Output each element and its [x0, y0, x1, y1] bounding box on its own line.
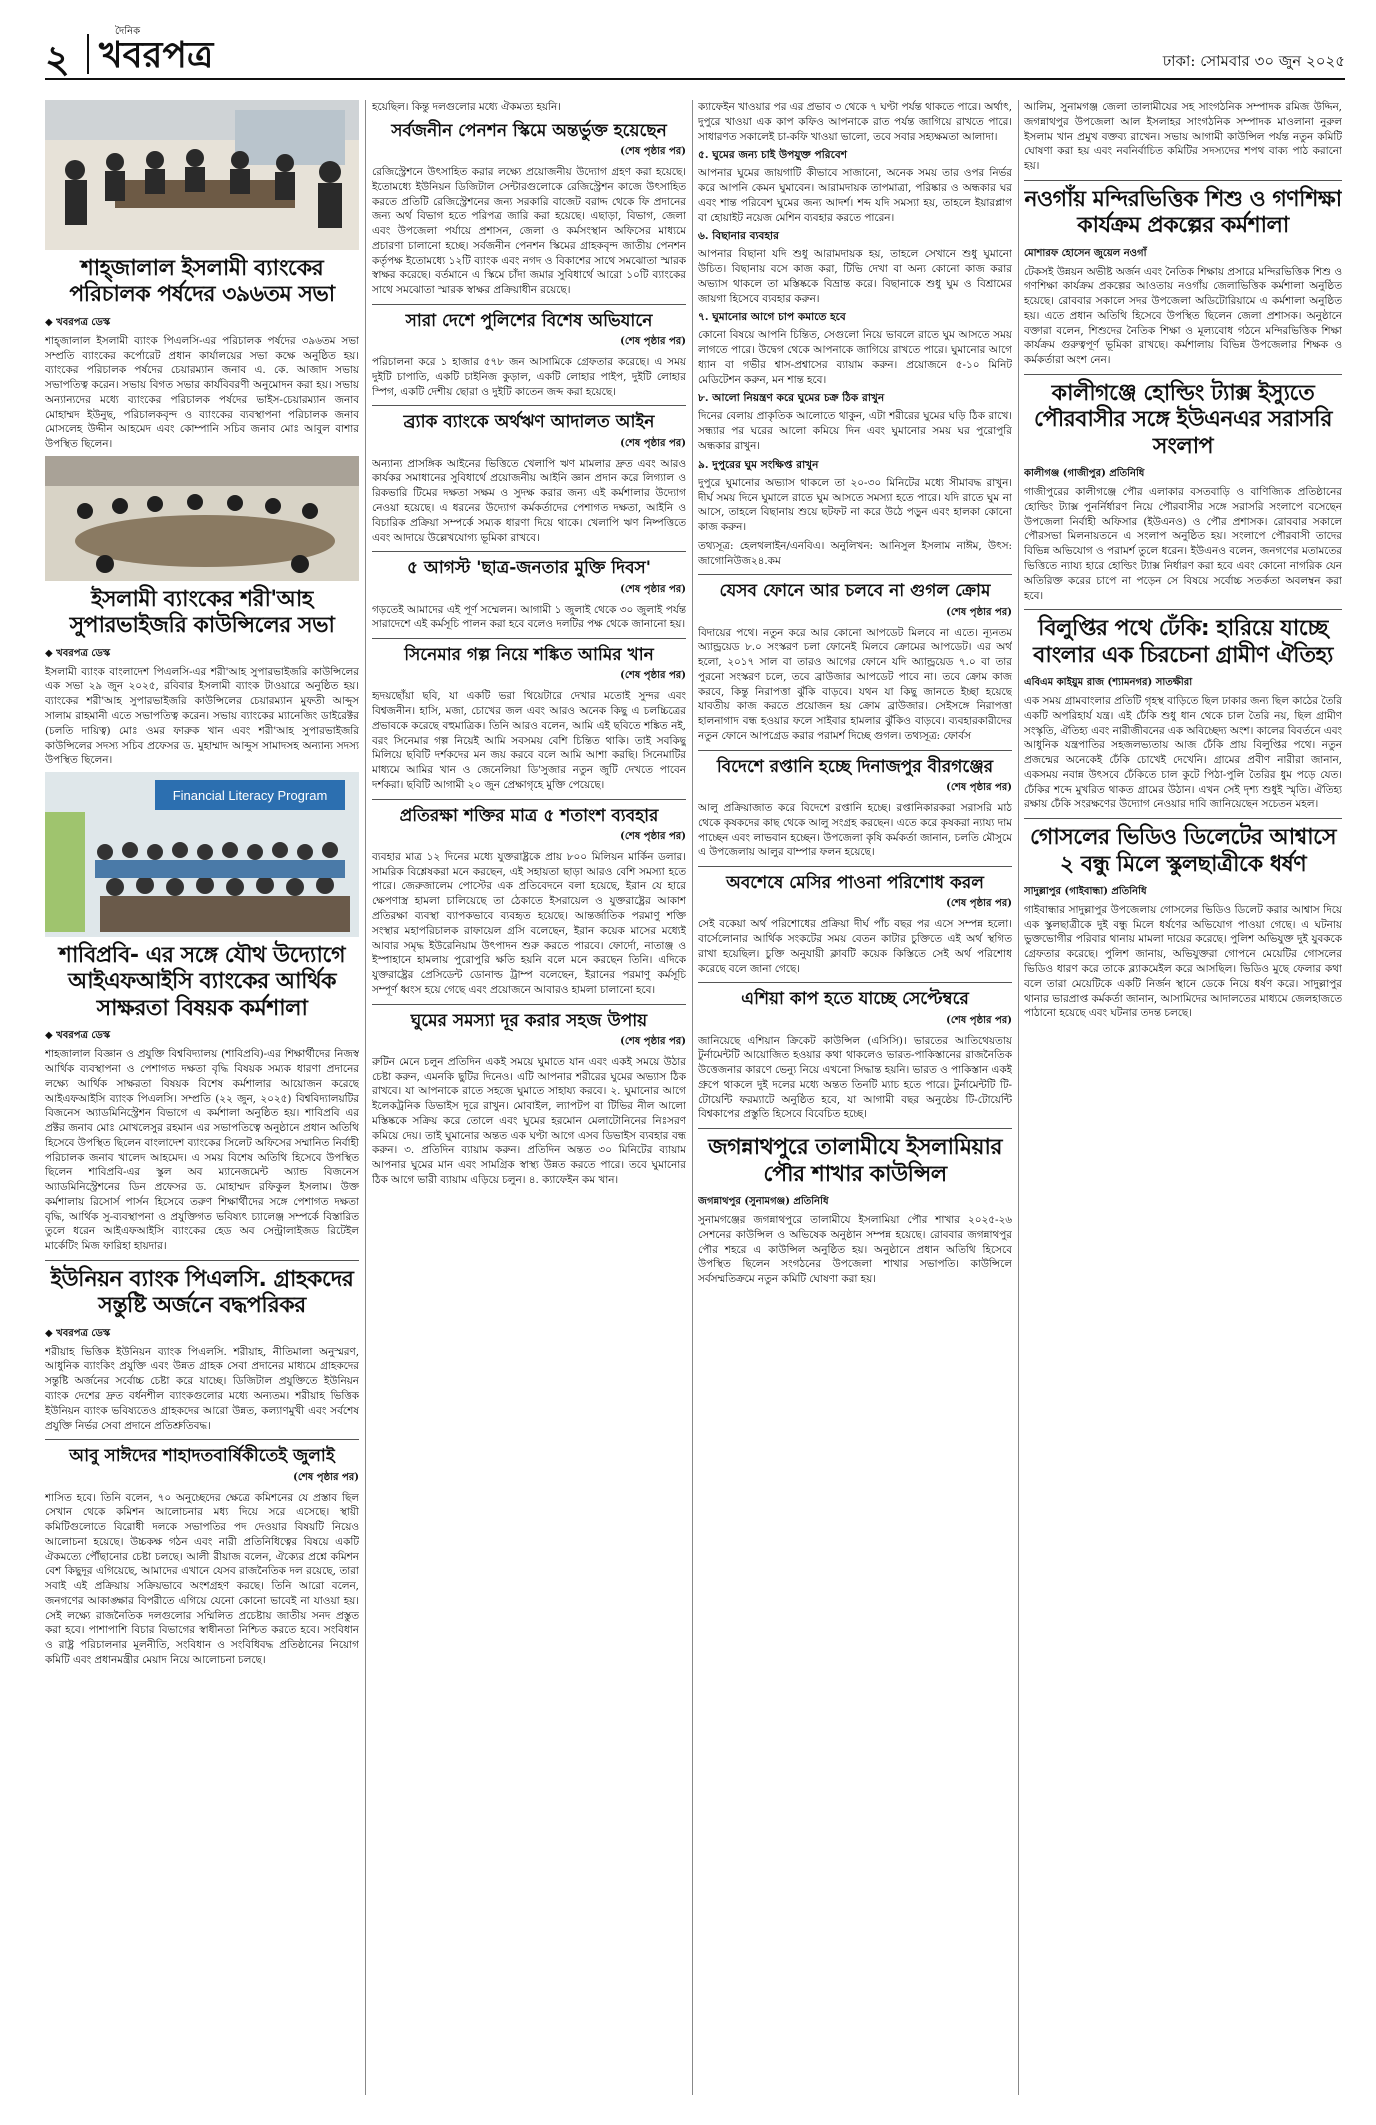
divider [1024, 180, 1342, 181]
divider [45, 1439, 359, 1440]
subheading: ৬. বিছানার ব্যবহার [698, 230, 779, 243]
byline: মোশারফ হোসেন জুয়েল নওগাঁ [1024, 247, 1147, 259]
paper-prefix: দৈনিক [115, 26, 141, 37]
headline: শাবিপ্রবি- এর সঙ্গে যৌথ উদ্যোগে আইএফআইসি ব্যাংকের আর্থিক সাক্ষরতা বিষয়ক কর্মশালা [58, 943, 346, 1021]
byline: কালীগঞ্জ (গাজীপুর) প্রতিনিধি [1024, 468, 1145, 480]
headline: বিদেশে রপ্তানি হচ্ছে দিনাজপুর বীরগঞ্জের [716, 756, 994, 777]
continuation-note: (শেষ পৃষ্ঠার পর) [620, 830, 686, 842]
headline: প্রতিরক্ষা শক্তির মাত্র ৫ শতাংশ ব্যবহার [399, 805, 659, 826]
divider [372, 799, 686, 800]
divider [1024, 609, 1342, 610]
divider [1024, 374, 1342, 375]
divider [698, 982, 1012, 983]
headline: সিনেমার গল্প নিয়ে শঙ্কিত আমির খান [404, 645, 654, 666]
headline: ইউনিয়ন ব্যাংক পিএলসি. গ্রাহকদের সন্তুষ্টি অর্জনে বদ্ধপরিকর [50, 1266, 354, 1319]
continuation-note: (শেষ পৃষ্ঠার পর) [293, 1471, 359, 1483]
article-body: গাইবান্ধার সাদুল্লাপুর উপজেলায় গোসলের ভিডিও ডিলেট করার আশ্বাস দিয়ে এক স্কুলছাত্রীকে দুই বন্ধু মিলে ধর্ষণের অভিযোগ পাওয়া গেছে। এ ঘটনায় ভুক্তভোগীর পরিবার থানায় মামলা দায়ের করেছে। পুলিশ অভিযুক্ত দুই যুবককে গ্রেফতার করেছে। পুলিশ জানায়, অভিযুক্তরা গোপনে মেয়েটির গোসলের ভিডিও ধারণ করে তাকে ব্ল্যাকমেইল করে আসছিল। ভিডিও মুছে ফেলার কথা বলে তারা মেয়েটিকে একটি নির্জন স্থানে ডেকে নিয়ে ধর্ষণ করে। সাদুল্লাপুর থানার ভারপ্রাপ্ত কর্মকর্তা জানান, আসামিদের আদালতের মাধ্যমে জেলহাজতে পাঠানো হয়েছে এবং ঘটনার তদন্ত চলছে। [1024, 903, 1342, 1020]
divider [372, 304, 686, 305]
byline: ◆ খবরপত্র ডেস্ক [45, 1327, 111, 1339]
article-body: আপনার ঘুমের জায়গাটি কীভাবে সাজানো, অনেক সময় তার ওপর নির্ভর করে আপনি কেমন ঘুমাবেন। আরামদায়ক তাপমাত্রা, পরিষ্কার ও অন্ধকার ঘর এবং শান্ত পরিবেশ ঘুমের জন্য আদর্শ। শব্দ যদি সমস্যা হয়, তাহলে ইয়ারপ্লাগ বা হোয়াইট নয়েজ মেশিন ব্যবহার করতে পারেন। [698, 167, 1012, 224]
byline: ◆ খবরপত্র ডেস্ক [45, 316, 111, 328]
continuation-note: (শেষ পৃষ্ঠার পর) [620, 336, 686, 348]
divider [372, 638, 686, 639]
article-body: শাসিত হবে। তিনি বলেন, ৭০ অনুচ্ছেদের ক্ষেত্রে কমিশনের যে প্রস্তাব ছিল সেখান থেকে কমিশন আলোচনার মধ্য দিয়ে সরে এসেছে। স্থায়ী কমিটিগুলোতে বিরোধী দলকে সভাপতির পদ দেওয়ার বিষয়টি নিয়েও আলোচনা হয়েছে। উচ্চকক্ষ গঠন এবং নারী প্রতিনিধিত্বের বিষয়ে একটি ঐকমত্যে পৌঁছানোর চেষ্টা চলছে। আলী রীয়াজ বলেন, ঐক্যের প্রশ্নে কমিশন বেশ কিছুদূর এগিয়েছে, আমাদের এখানে যেসব রাজনৈতিক দল রয়েছে, তারা সবাই এই প্রক্রিয়ায় সক্রিয়ভাবে অংশগ্রহণ করছে। তিনি আরো বলেন, জনগণের আকাঙ্ক্ষার বিপরীতে এগিয়ে যেনো কোনো ভাবেই না যাওয়া হয়। সেই লক্ষ্যে রাজনৈতিক দলগুলোর সম্মিলিত প্রচেষ্টায় জাতীয় সনদ প্রস্তুত করা হবে। পাশাপাশি বিচার বিভাগের স্বাধীনতা নিশ্চিত করতে হবে। সংবিধান ও রাষ্ট্র পরিচালনার মূলনীতি, সংবিধান ও সংবিধিবদ্ধ প্রতিষ্ঠানের নিয়োগ কমিটি এবং প্রধানমন্ত্রীর মেয়াদ নিয়ে আলোচনা চলছে। [45, 1491, 359, 1666]
article-body: শাহজালাল বিজ্ঞান ও প্রযুক্তি বিশ্ববিদ্যালয় (শাবিপ্রবি)-এর শিক্ষার্থীদের নিজস্ব আর্থিক ব্যবস্থাপনা ও পেশাগত দক্ষতা বৃদ্ধি বিষয়ক সম্যক ধারণা প্রদানের লক্ষ্যে আর্থিক সাক্ষরতা বিষয়ক বিশেষ কর্মশালার আয়োজন করেছে আইএফআইসি ব্যাংক পিএলসি। সম্প্রতি (২২ জুন, ২০২৫) বিশ্ববিদ্যালয়টির বিজনেস অ্যাডমিনিস্ট্রেশন বিভাগে এ কর্মশালা অনুষ্ঠিত হয়। শাবিপ্রবি এর প্রক্টর জনাব মোঃ মোখলেসুর রহমান এর সভাপতিত্বে অনুষ্ঠানে প্রধান অতিথি হিসেবে উপস্থিত ছিলেন বাংলাদেশ ব্যাংকের সিলেট অফিসের সম্মানিত নির্বাহী পরিচালক জনাব খালেদ আহমেদ। এ সময় বিশেষ অতিথি হিসেবে উপস্থিত ছিলেন শাবিপ্রবি-এর স্কুল অব ম্যানেজমেন্ট অ্যান্ড বিজনেস অ্যাডমিনিস্ট্রেশনের ডিন প্রফেসর ড. মোহাম্মদ রফিকুল ইসলাম। উক্ত কর্মশালায় রিসোর্স পার্সন হিসেবে তরুণ শিক্ষার্থীদের সঙ্গে পেশাগত দক্ষতা বৃদ্ধি, আর্থিক সু-ব্যবস্থাপনা ও প্রযুক্তিগত ভবিষ্যৎ চ্যালেঞ্জ সম্পর্কে বিস্তারিত তুলে ধরেন আইএফআইসি ব্যাংকের হেড অব সেন্ট্রালাইজড রিটেইল মার্কেটিং মিজ ফারিহা হায়দার। [45, 1048, 359, 1253]
continuation-note: (শেষ পৃষ্ঠার পর) [620, 1035, 686, 1047]
photo-banner-text: Financial Literacy Program [172, 788, 328, 804]
column-divider [365, 100, 366, 2095]
source-credit: তথ্যসূত্র: হেলথলাইন/এনবিএ। অনুলিখন: আনিসুল ইসলাম নাঈম, উৎস: জাগোনিউজ২৪.কম [698, 539, 1012, 567]
article-body: আলিম, সুনামগঞ্জ জেলা তালামীযের সহ সাংগঠনিক সম্পাদক রমিজ উদ্দিন, জগন্নাথপুর উপজেলা আল ইসলাহর সাংগঠনিক সম্পাদক মাওলানা নুরুল ইসলাম খান প্রমুখ বক্তব্য রাখেন। সভায় আগামী কাউন্সিল পর্যন্ত নতুন কমিটি ঘোষণা করা হয় এবং নবনির্বাচিত কমিটির সদস্যদের শপথ বাক্য পাঠ করানো হয়। [1024, 101, 1342, 173]
byline: সাদুল্লাপুর (গাইবান্ধা) প্রতিনিধি [1024, 885, 1147, 897]
divider [698, 1128, 1012, 1129]
article-body: হৃদয়ছোঁয়া ছবি, যা একটি ভরা থিয়েটারে দেখার মতোই সুন্দর এবং বিশ্বজনীন। হাসি, মজা, চোখের জল এবং আরও অনেক কিছু এ চলচ্চিত্রের প্রভাবকে করেছে বহুমাত্রিক। তিনি আরও বলেন, আমি এই ছবিতে শঙ্কিত নই, বরং সিনেমার গল্প নিয়েই আমি সবসময় বেশি চিন্তিত থাকি। তাই সবকিছু মিলিয়ে ছবিটি দর্শকদের মন জয় করবে বলে আমি আশা করছি। সিনেমাটির মাধ্যমে আমির খান ও জেনেলিয়া ডি'সুজার নতুন জুটি দেখতে পাবেন দর্শকরা। ছবিটি আগামী ২০ জুন প্রেক্ষাগৃহে মুক্তি পেয়েছে। [372, 690, 686, 791]
article-body: গড়তেই আমাদের এই পূর্ণ সম্মেলন। আগামী ১ জুলাই থেকে ৩০ জুলাই পর্যন্ত সারাদেশে এই কর্মসূচি পালন করা হবে বলেও দলটির পক্ষ থেকে জানানো হয়। [372, 603, 686, 631]
article-body: হয়েছিল। কিন্তু দলগুলোর মধ্যে ঐকমত্য হয়নি। [372, 101, 561, 113]
article-body: জানিয়েছে এশিয়ান ক্রিকেট কাউন্সিল (এসিসি)। ভারতের আতিথেয়তায় টুর্নামেন্টটি আয়োজিত হওয়ার কথা থাকলেও ভারত-পাকিস্তানের রাজনৈতিক উত্তেজনার কারণে ভেন্যু নিয়ে এখনো সিদ্ধান্ত হয়নি। ভারত ও পাকিস্তান একই গ্রুপে থাকলে দুই দলের মধ্যে অন্তত তিনটি ম্যাচ হতে পারে। টুর্নামেন্টটি টি-টোয়েন্টি ফরম্যাটে অনুষ্ঠিত হবে, যা আগামী বছর অনুষ্ঠেয় টি-টোয়েন্টি বিশ্বকাপের প্রস্তুতি হিসেবে বিবেচিত হচ্ছে। [698, 1034, 1012, 1121]
subheading: ৯. দুপুরের ঘুম সংক্ষিপ্ত রাখুন [698, 458, 819, 471]
divider [372, 1004, 686, 1005]
subheading: ৭. ঘুমানোর আগে চাপ কমাতে হবে [698, 311, 846, 324]
headline: অবশেষে মেসির পাওনা পরিশোধ করল [726, 873, 984, 894]
article-body: সেই বকেয়া অর্থ পরিশোধের প্রক্রিয়া দীর্ঘ পাঁচ বছর পর এসে সম্পন্ন হলো। বার্সেলোনার আর্থিক সংকটের সময় বেতন কাটার চুক্তিতে এই অর্থ স্থগিত রাখা হয়েছিল। চুক্তি অনুযায়ী ক্লাবটি কয়েক কিস্তিতে সেই অর্থ পরিশোধ করেছে বলে জানা গেছে। [698, 918, 1012, 975]
masthead [45, 26, 1345, 81]
article-body: গাজীপুরের কালীগঞ্জে পৌর এলাকার বসতবাড়ি ও বাণিজ্যিক প্রতিষ্ঠানের হোল্ডিং ট্যাক্স পুনর্নির্ধারণ নিয়ে পৌরবাসীর সঙ্গে সরাসরি সংলাপে বসেছেন উপজেলা নির্বাহী অফিসার (ইউএনও) ও পৌর প্রশাসক। রোববার সকালে পৌরসভা মিলনায়তনে এ সংলাপ অনুষ্ঠিত হয়। সংলাপে পৌরবাসী তাদের বিভিন্ন অভিযোগ ও পরামর্শ তুলে ধরেন। ইউএনও বলেন, জনগণের মতামতের ভিত্তিতে ন্যায্য হারে হোল্ডিং ট্যাক্স নির্ধারণ করা হবে এবং কোনো নাগরিক যেন অতিরিক্ত করের চাপে না পড়েন সে বিষয়ে সর্বোচ্চ সতর্কতা অবলম্বন করা হবে। [1024, 486, 1342, 602]
article-body: টেকসই উন্নয়ন অভীষ্ট অর্জন এবং নৈতিক শিক্ষায় প্রসারে মন্দিরভিত্তিক শিশু ও গণশিক্ষা কার্যক্রম প্রকল্পের আওতায় নওগাঁয় জেলাভিত্তিক কর্মশালা অনুষ্ঠিত হয়েছে। রোববার সকালে সদর উপজেলা অডিটোরিয়ামে এ কর্মশালা অনুষ্ঠিত হয়। এতে প্রধান অতিথি হিসেবে উপস্থিত ছিলেন জেলা প্রশাসক। অনুষ্ঠানে বক্তারা বলেন, শিশুদের নৈতিক শিক্ষা ও মূল্যবোধ গঠনে মন্দিরভিত্তিক শিক্ষা কার্যক্রম গুরুত্বপূর্ণ ভূমিকা রাখছে। কর্মশালায় বিভিন্ন উপজেলার শিক্ষক ও কর্মকর্তারা অংশ নেন। [1024, 265, 1342, 367]
article-body: রুটিন মেনে চলুন প্রতিদিন একই সময়ে ঘুমাতে যান এবং একই সময়ে উঠার চেষ্টা করুন, এমনকি ছুটির দিনেও। এটি আপনার শরীরের ঘুমের অভ্যাস ঠিক রাখবে। যা আপনাকে রাতে সহজে ঘুমাতে সাহায্য করবে। ২. ঘুমানোর আগে ইলেকট্রনিক ডিভাইস দূরে রাখুন। মোবাইল, ল্যাপটপ বা টিভির নীল আলো মস্তিষ্ককে সক্রিয় করে তোলে এবং ঘুমের হরমোন মেলাটোনিনের নিঃসরণ কমিয়ে দেয়। তাই ঘুমানোর অন্তত এক ঘণ্টা আগে এসব ডিভাইস ব্যবহার বন্ধ করুন। ৩. প্রতিদিন ব্যায়াম করুন। প্রতিদিন অন্তত ৩০ মিনিটের ব্যায়াম আপনার ঘুমের মান এবং সামগ্রিক স্বাস্থ্য উন্নত করতে পারে। তবে ঘুমানোর ঠিক আগে ভারী ব্যায়াম এড়িয়ে চলুন। ৪. ক্যাফেইন কম খান। [372, 1055, 686, 1186]
headline: শাহ্জালাল ইসলামী ব্যাংকের পরিচালক পর্ষদের ৩৯৬তম সভা [69, 256, 335, 308]
divider [1024, 818, 1342, 819]
column-divider [1018, 100, 1019, 2095]
article-body: আপনার বিছানা যদি শুধু আরামদায়ক হয়, তাহলে সেখানে শুধু ঘুমানো উচিত। বিছানায় বসে কাজ করা, টিভি দেখা বা অন্য কোনো কাজ করার অভ্যাস থাকলে তা মস্তিষ্ককে বিভ্রান্ত করে। বিছানাকে শুধু ঘুম ও বিশ্রামের জায়গা হিসেবে ব্যবহার করুন। [698, 248, 1012, 305]
divider [372, 405, 686, 406]
headline: যেসব ফোনে আর চলবে না গুগল ক্রোম [719, 581, 991, 602]
byline: ◆ খবরপত্র ডেস্ক [45, 647, 111, 659]
continuation-note: (শেষ পৃষ্ঠার পর) [620, 583, 686, 595]
dateline: ঢাকা: সোমবার ৩০ জুন ২০২৫ [1162, 52, 1345, 70]
continuation-note: (শেষ পৃষ্ঠার পর) [620, 146, 686, 158]
headline: কালীগঞ্জে হোল্ডিং ট্যাক্স ইস্যুতে পৌরবাসীর সঙ্গে ইউএনএর সরাসরি সংলাপ [1034, 380, 1332, 459]
divider [45, 1260, 359, 1261]
headline: জগন্নাথপুরে তালামীযে ইসলামিয়ার পৌর শাখার কাউন্সিল [708, 1135, 1002, 1187]
council-photo [45, 456, 359, 581]
continuation-note: (শেষ পৃষ্ঠার পর) [946, 1014, 1012, 1026]
continuation-note: (শেষ পৃষ্ঠার পর) [620, 437, 686, 449]
article-body: দুপুরে ঘুমানোর অভ্যাস থাকলে তা ২০-৩০ মিনিটের মধ্যে সীমাবদ্ধ রাখুন। দীর্ঘ সময় দিনে ঘুমালে রাতে ঘুম আসতে সমস্যা হতে পারে। যদি রাতে ঘুম না আসে, তাহলে বিছানায় শুয়ে ছটফট না করে উঠে পড়ুন এবং হালকা কোনো কাজ করুন। [698, 476, 1012, 534]
article-body: এক সময় গ্রামবাংলার প্রতিটি গৃহস্থ বাড়িতে ছিল ঢাকার জন্য ছিল কাঠের তৈরি একটি অপরিহার্য যন্ত্র। এই ঢেঁকি শুধু ধান থেকে চাল তৈরি নয়, ছিল গ্রামীণ সংস্কৃতি, ঐতিহ্য এবং নারীজীবনের এক অবিচ্ছেদ্য অংশ। কালের বিবর্তনে এবং আধুনিক যন্ত্রপাতির সহজলভ্যতায় আজ ঢেঁকি প্রায় বিলুপ্তির পথে। নতুন প্রজন্মের অনেকেই ঢেঁকি চোখেই দেখেনি। গ্রামের প্রবীণ নারীরা জানান, একসময় নবান্ন উৎসবে ঢেঁকিতে চাল কুটে পিঠা-পুলি তৈরির ধুম পড়ে যেত। ঢেঁকির শব্দে মুখরিত থাকত গ্রামের উঠান। এখন সেই দৃশ্য শুধুই স্মৃতি। ঐতিহ্য রক্ষায় ঢেঁকি সংরক্ষণের উদ্যোগ নেওয়ার দাবি জানিয়েছেন সচেতন মহল। [1024, 695, 1342, 811]
page-number: ২ [45, 36, 70, 81]
headline: সর্বজনীন পেনশন স্কিমে অন্তর্ভুক্ত হয়েছেন [391, 120, 667, 141]
headline: ৫ আগস্ট 'ছাত্র-জনতার মুক্তি দিবস' [407, 558, 651, 579]
headline: আবু সাঈদের শাহাদতবার্ষিকীতেই জুলাই [69, 1446, 335, 1467]
continuation-note: (শেষ পৃষ্ঠার পর) [946, 606, 1012, 618]
column-4 [1024, 100, 1342, 2095]
column-3 [698, 100, 1012, 2095]
column-2 [372, 100, 686, 2095]
article-body: পরিচালনা করে ১ হাজার ৫৭৮ জন আসামিকে গ্রেফতার করেছে। এ সময় দুইটি চাপাতি, একটি চাইনিজ কুড়াল, একটি লোহার পাইপ, দুইটি লোহার স্পিগ, একটি দেশীয় ছোরা ও দুইটি কাতেন জব্দ করা হয়েছে। [372, 356, 686, 398]
continuation-note: (শেষ পৃষ্ঠার পর) [620, 670, 686, 682]
column-1 [45, 100, 359, 2095]
divider [698, 574, 1012, 575]
byline: এবিএম কাইয়ুম রাজ (শ্যামনগর) সাতক্ষীরা [1024, 677, 1193, 689]
byline: জগন্নাথপুর (সুনামগঞ্জ) প্রতিনিধি [698, 1196, 829, 1207]
article-body: অন্যান্য প্রাসঙ্গিক আইনের ভিত্তিতে খেলাপি ঋণ মামলার দ্রুত এবং আরও কার্যকর সমাধানের সুবিধার্থে প্রয়োজনীয় আইনি জ্ঞান প্রদান করে লিগ্যাল ও রিকভারি টিমের দক্ষতা সক্ষম ও সুদক্ষ করার জন্য এই কর্মশালার উদ্যোগ নেওয়া হয়েছে। এ ধরনের উদ্যোগ কর্মকর্তাদের পেশাগত দক্ষতা, আইনি ও বিচারিক প্রক্রিয়া সম্পর্কে সম্যক ধারণা দিয়ে থাকে। খেলাপি ঋণ নিষ্পত্তিতে এবং আদায়ে উল্লেখযোগ্য ভূমিকা রাখবে। [372, 457, 686, 544]
continuation-note: (শেষ পৃষ্ঠার পর) [946, 782, 1012, 793]
subheading: ৫. ঘুমের জন্য চাই উপযুক্ত পরিবেশ [698, 149, 847, 162]
headline: ইসলামী ব্যাংকের শরী'আহ সুপারভাইজরি কাউন্সিলের সভা [69, 586, 335, 639]
article-body: শাহ্জালাল ইসলামী ব্যাংক পিএলসি-এর পরিচালক পর্ষদের ৩৯৬তম সভা সম্প্রতি ব্যাংকের কর্পোরেট প্রধান কার্যালয়ের সভা কক্ষে অনুষ্ঠিত হয়। ব্যাংকের পরিচালক পর্ষদের চেয়ারম্যান জনাব এ. কে. আজাদ সভায় সভাপতিত্ব করেন। সভায় বিগত সভার কার্যবিবরণী অনুমোদন করা হয়। সভায় অন্যান্যদের মধ্যে ব্যাংকের পরিচালক পর্ষদের ভাইস-চেয়ারম্যান জনাব মোহাম্মদ ইউনুছ, পরিচালকবৃন্দ ও ব্যাংকের ব্যবস্থাপনা পরিচালক জনাব মোসলেহ উদ্দীন আহমেদ এবং কোম্পানি সচিব জনাব মোঃ আবুল বাশার উপস্থিত ছিলেন। [45, 334, 359, 451]
meeting-photo [45, 100, 359, 250]
column-divider [692, 100, 693, 2095]
article-body: ক্যাফেইন খাওয়ার পর এর প্রভাব ৩ থেকে ৭ ঘণ্টা পর্যন্ত থাকতে পারে। অর্থাৎ, দুপুরে খাওয়া এক কাপ কফিও আপনাকে রাত পর্যন্ত জাগিয়ে রাখতে পারে। সাধারণত সকালেই চা-কফি খাওয়া ভালো, তবে সবার সহ্যক্ষমতা আলাদা। [698, 101, 1012, 143]
headline: এশিয়া কাপ হতে যাচ্ছে সেপ্টেম্বরে [741, 989, 969, 1010]
workshop-photo [45, 772, 359, 937]
headline: ঘুমের সমস্যা দূর করার সহজ উপায় [410, 1010, 648, 1031]
article-body: দিনের বেলায় প্রাকৃতিক আলোতে থাকুন, এটা শরীরের ঘুমের ঘড়ি ঠিক রাখে। সন্ধ্যার পর ঘরের আলো কমিয়ে দিন এবং ঘুমানোর সময় ঘর পুরোপুরি অন্ধকার রাখুন। [698, 410, 1012, 453]
headline: ব্র্যাক ব্যাংকে অর্থঋণ আদালত আইন [403, 412, 655, 433]
article-body: রেজিস্ট্রেশনে উৎসাহিত করার লক্ষ্যে প্রয়োজনীয় উদ্যোগ গ্রহণ করা হয়েছে। ইতোমধ্যে ইউনিয়ন ডিজিটাল সেন্টারগুলোকে রেজিস্ট্রেশন কাজে উৎসাহিত করতে প্রতিটি রেজিস্ট্রেশনের জন্য সরকারি বাজেট বরাদ্দ থেকে ফি প্রদানের জন্য অর্থ বিভাগ হতে পরিপত্র জারি করা হয়েছে। এছাড়া, বিভাগ, জেলা এবং উপজেলা পর্যায়ে প্রশাসন, জেলা ও কর্মসংস্থান অফিসের মাধ্যমে প্রচারণা চালানো হচ্ছে। সর্বজনীন পেনশন স্কিমের গ্রাহকবৃন্দ জাতীয় পেনশন কর্তৃপক্ষ ইতোমধ্যে ১২টি ব্যাংক এবং নগদ ও বিকাশের সাথে সমঝোতা স্মারক স্বাক্ষর করেছে। বর্তমানে এ স্কিমে চাঁদা জমার সুবিধার্থে আরো ১০টি ব্যাংকের সাথে সমঝোতা স্মারক স্বাক্ষর প্রক্রিয়াধীন রয়েছে। [372, 166, 686, 297]
divider [698, 750, 1012, 751]
divider [698, 866, 1012, 867]
divider [372, 551, 686, 552]
subheading: ৮. আলো নিয়ন্ত্রণ করে ঘুমের চক্র ঠিক রাখুন [698, 392, 885, 405]
continuation-note: (শেষ পৃষ্ঠার পর) [946, 898, 1012, 910]
article-body: শরীয়াহ ভিত্তিক ইউনিয়ন ব্যাংক পিএলসি. শরীয়াহ, নীতিমালা অনুস্মরণ, আধুনিক ব্যাংকিং প্রযুক্তি এবং উন্নত গ্রাহক সেবা প্রদানের মাধ্যমে গ্রাহকদের সন্তুষ্টি অর্জনের সর্বোচ্চ চেষ্টা করে যাচ্ছে। ডিজিটাল প্রযুক্তিতে ইউনিয়ন ব্যাংক দেশের দ্রুত বর্ধনশীল ব্যাংকগুলোর মধ্যে অন্যতম। শরীয়াহ ভিত্তিক ইউনিয়ন ব্যাংক ভবিষ্যতেও গ্রাহকদের আরো উন্নত, কল্যাণমুখী এবং সর্বশেষ প্রযুক্তি নির্ভর সেবা প্রদানে প্রতিশ্রুতিবদ্ধ। [45, 1345, 359, 1432]
paper-name: খবরপত্র [99, 34, 214, 76]
article-body: সুনামগঞ্জের জগন্নাথপুরে তালামীযে ইসলামিয়া পৌর শাখার ২০২৫-২৬ সেশনের কাউন্সিল ও অভিষেক অনুষ্ঠান সম্পন্ন হয়েছে। রোববার জগন্নাথপুর পৌর শহরে এ কাউন্সিল অনুষ্ঠিত হয়। অনুষ্ঠানে প্রধান অতিথি হিসেবে উপস্থিত ছিলেন সংগঠনের উপজেলা শাখার সভাপতি। কাউন্সিলে সর্বসম্মতিক্রমে নতুন কমিটি ঘোষণা করা হয়। [698, 1214, 1012, 1286]
headline: নওগাঁয় মন্দিরভিত্তিক শিশু ও গণশিক্ষা কার্যক্রম প্রকল্পের কর্মশালা [1024, 186, 1342, 239]
headline: গোসলের ভিডিও ডিলেটের আশ্বাসে ২ বন্ধু মিলে স্কুলছাত্রীকে ধর্ষণ [1029, 825, 1337, 877]
headline: বিলুপ্তির পথে ঢেঁকি: হারিয়ে যাচ্ছে বাংলার এক চিরচেনা গ্রামীণ ঐতিহ্য [1033, 616, 1333, 668]
article-body: কোনো বিষয়ে আপনি চিন্তিত, সেগুলো নিয়ে ভাবলে রাতে ঘুম আসতে সময় লাগতে পারে। উদ্বেগ থেকে আপনাকে জাগিয়ে রাখতে পারে। ঘুমানোর আগে ধ্যান বা গভীর শ্বাস-প্রশ্বাসের ব্যায়াম করুন। প্রয়োজনে ৫-১০ মিনিট মেডিটেশন করুন, মন শান্ত হবে। [698, 329, 1012, 386]
masthead-divider [87, 34, 89, 74]
article-body: ব্যবহার মাত্র ১২ দিনের মধ্যে যুক্তরাষ্ট্রকে প্রায় ৮০০ মিলিয়ন মার্কিন ডলার। সামরিক বিশ্লেষকরা মনে করছেন, এই সহায়তা ছাড়া আরও বেশি সমস্যা হতে পারে। জেরুজালেম পোস্টের এক প্রতিবেদনে বলা হয়েছে, ইরান যে হারে ক্ষেপণাস্ত্র হামলা চালিয়েছে তা ঠেকাতে ইসরায়েল ও যুক্তরাষ্ট্রের আকাশ প্রতিরক্ষা ব্যবস্থা ব্যাপকভাবে ব্যবহৃত হয়েছে। আন্তর্জাতিক পরমাণু শক্তি সংস্থার মহাপরিচালক রাফায়েল গ্রসি বলেছেন, ইরান কয়েক মাসের মধ্যেই আবার সমৃদ্ধ ইউরেনিয়াম উৎপাদন শুরু করতে পারবে। ফোর্দো, নাতাঞ্জ ও ইস্পাহানে হামলায় পুরোপুরি ক্ষতি হয়নি বলে মনে করছেন তিনি। এদিকে যুক্তরাষ্ট্রের প্রেসিডেন্ট ডোনাল্ড ট্রাম্প বলেছেন, ইরানের পরমাণু কর্মসূচি সম্পূর্ণ ধ্বংস হয়ে গেছে এবং প্রয়োজনে আবারও হামলা চালানো হবে। [372, 850, 686, 996]
article-body: আলু প্রক্রিয়াজাত করে বিদেশে রপ্তানি হচ্ছে। রপ্তানিকারকরা সরাসরি মাঠ থেকে কৃষকদের কাছ থেকে আলু সংগ্রহ করছেন। এতে করে কৃষকরা ন্যায্য দাম পাচ্ছেন এবং লাভবান হচ্ছেন। উপজেলা কৃষি কর্মকর্তা জানান, চলতি মৌসুমে এ উপজেলায় আলুর বাম্পার ফলন হয়েছে। [698, 802, 1012, 859]
byline: ◆ খবরপত্র ডেস্ক [45, 1030, 111, 1042]
headline: সারা দেশে পুলিশের বিশেষ অভিযানে [405, 310, 653, 331]
article-body: ইসলামী ব্যাংক বাংলাদেশ পিএলসি-এর শরী'আহ সুপারভাইজরি কাউন্সিলের এক সভা ২৯ জুন ২০২৫, রবিবার ইসলামী ব্যাংক টাওয়ারে অনুষ্ঠিত হয়। ব্যাংকের শরী'আহ সুপারভাইজরি কাউন্সিলের চেয়ারম্যান মুফতী আব্দুস সালাম রাহমানী এতে সভাপতিত্ব করেন। সভায় ব্যাংকের ম্যানেজিং ডাইরেক্টর (চলতি দায়িত্ব) মোঃ ওমর ফারুক খান এবং শরী'আহ সুপারভাইজরি কাউন্সিলের সদস্য সচিব প্রফেসর ড. মুহাম্মাদ আব্দুস সামাদসহ অন্যান্য সদস্য উপস্থিত ছিলেন। [45, 665, 359, 767]
article-body: বিদায়ের পথে। নতুন করে আর কোনো আপডেট মিলবে না এতে। ন্যূনতম অ্যান্ড্রয়েড ৮.০ সংস্করণ চলা ফোনেই মিলবে ক্রোমের আপডেট। এর অর্থ হলো, ২০১৭ সাল বা তারও আগের ফোনে যদি অ্যান্ড্রয়েড ৭.০ বা তার পুরনো সংস্করণ চলে, তবে ব্রাউজার আপডেট পাবে না। তবে ক্রোম কাজ করবে, কিন্তু নিরাপত্তা ঝুঁকি বাড়বে। যথন যা কিছু জানতে ইচ্ছা হয়েছে যাবতীয় কাজ করতে প্রয়োজন হয় ক্রোম ব্রাউজার। সেইসঙ্গে নিরাপত্তা হালনাগাদ বন্ধ হওয়ার ফলে সাইবার হামলার ঝুঁকিও বাড়বে। ব্যবহারকারীদের নতুন ফোনে আপগ্রেড করার পরামর্শ দিচ্ছে গুগল। তথ্যসূত্র: ফোর্বস [698, 626, 1012, 742]
